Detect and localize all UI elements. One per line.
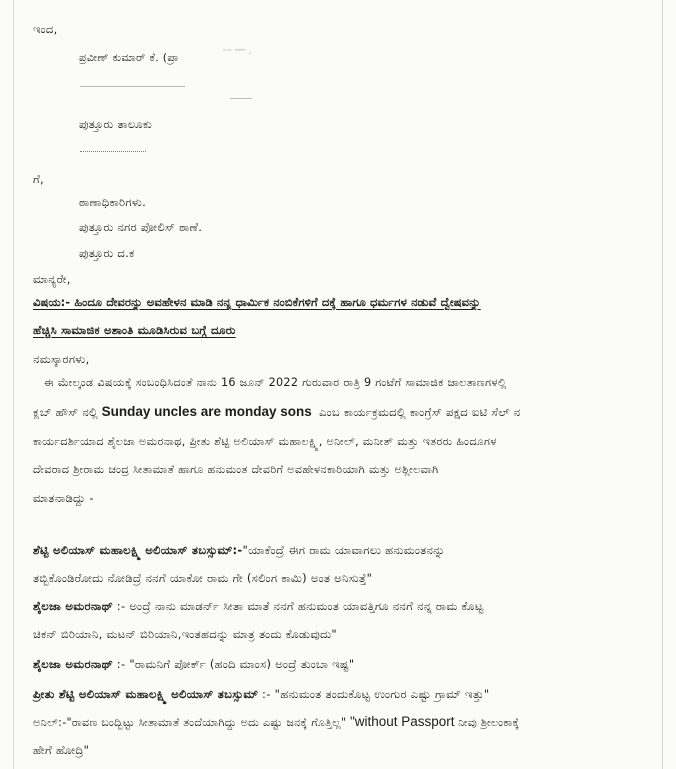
quote-5-english: "without Passport [349, 714, 455, 729]
quote-3 [33, 656, 354, 672]
blank-pin-line [80, 151, 146, 152]
quote-5 [33, 714, 519, 731]
quote-1-text: "ಯಾಕೆಂದ್ರೆ ಈಗ ರಾಮ ಯಾವಾಗಲು ಹನುಮಂತನನ್ನು [242, 543, 446, 557]
blank-address-line [80, 86, 185, 87]
quote-5-text: "ರಾವಣ ಬಂದ್ಬಿಟ್ಟು ಸೀತಾಮಾತೆ ತಂದೆಯಾಗಿದ್ದು ಅದು ಎಷ್ಟು ಜನಕ್ಕೆ ಗೊತ್ತಿಲ್ಲ" [66, 716, 347, 729]
quote-3-text: :- "ರಾಮನಿಗೆ ಪೋರ್ಕ್ (ಹಂದಿ ಮಾಂಸ) ಅಂದ್ರೆ ತುಂಬಾ ಇಷ್ಟ" [116, 657, 355, 671]
subject-line-2: ಹೆಚ್ಚಿಸಿ ಸಾಮಾಜಿಕ ಅಶಾಂತಿ ಮೂಡಿಸಿರುವ ಬಗ್ಗೆ ದೂರು [33, 324, 236, 337]
quote-1-continuation: ತಬ್ಬಿಕೊಂಡಿರೋದು ನೋಡಿದ್ರೆ ನನಗೆ ಯಾಕೋ ರಾಮ ಗೇ (ಸಲಿಂಗ ಕಾಮಿ) ಅಂತ ಅನಿಸುತ್ತೆ" [33, 571, 373, 585]
quote-3-speaker: ಶೈಲಜಾ ಅಮರನಾಥ್ [33, 657, 114, 671]
quote-4-text: :- "ಹನುಮಂತ ತಂದುಕೊಟ್ಟ ಉಂಗುರ ಎಷ್ಟು ಗ್ರಾಮ್ ಇತ್ತು" [262, 687, 490, 701]
recipient-line-2: ಪುತ್ತೂರು ನಗರ ಪೋಲಿಸ್ ಠಾಣೆ. [79, 220, 203, 234]
recipient-line-3: ಪುತ್ತೂರು ದ.ಕ [79, 246, 135, 260]
program-title: Sunday uncles are monday sons [101, 404, 312, 419]
blank-address-mark [230, 98, 252, 99]
body-line-4: ದೇವರಾದ ಶ್ರೀರಾಮ ಚಂದ್ರ ಸೀತಾಮಾತೆ ಹಾಗೂ ಹನುಮಂತ ದೇವರಿಗೆ ಅವಹೇಳನಕಾರಿಯಾಗಿ ಮತ್ತು ಅಶ್ಲೀಲವಾಗಿ [33, 463, 439, 476]
quote-2-text: :- ಅಂದ್ರೆ ನಾನು ಮಾಡರ್ನ್ ಸೀತಾ ಮಾತೆ ನನಗೆ ಹನುಮಂತ ಯಾವತ್ತಿಗೂ ನನಗೆ ನನ್ನ ರಾಮ ಕೊಟ್ಟ [116, 599, 484, 613]
salutation: ಮಾನ್ಯರೇ, [33, 272, 71, 286]
quote-5-text-after: ನೀವು ಶ್ರೀಲಂಕಾಕ್ಕೆ [458, 716, 520, 729]
quote-1-speaker: ಶೆಟ್ಟಿ ಅಲಿಯಾಸ್ ಮಹಾಲಕ್ಷ್ಮಿ ಅಲಿಯಾಸ್ ತಬಸ್ಸುಮ್:- [33, 543, 243, 557]
quote-5-continuation: ಹೇಗೆ ಹೋದ್ರಿ" [33, 743, 90, 757]
body-line-5: ಮಾತನಾಡಿದ್ದು - [33, 491, 94, 505]
from-heading: ಇಂದ, [33, 22, 58, 36]
body-line-1: ಈ ಮೇಲ್ಕಂಡ ವಿಷಯಕ್ಕೆ ಸಂಬಂಧಿಸಿದಂತೆ ನಾನು 16 ಜೂನ್ 2022 ಗುರುವಾರ ರಾತ್ರಿ 9 ಗಂಟೆಗೆ ಸಾಮಾಜಿಕ ಜಾಲತಾಣಗಳಲ್ಲಿ [44, 376, 507, 389]
page-left-edge [13, 0, 14, 769]
quote-5-speaker: ಅನಿಲ್:- [33, 716, 67, 729]
quote-1 [33, 542, 445, 558]
greeting: ನಮಸ್ಕಾರಗಳು, [33, 352, 90, 366]
quote-4-speaker: ಪ್ರೀತು ಶೆಟ್ಟಿ ಅಲಿಯಾಸ್ ಮಹಾಲಕ್ಷ್ಮಿ ಅಲಿಯಾಸ್ ತಬಸ್ಸುಮ್ [33, 687, 259, 701]
quote-2-speaker: ಶೈಲಜಾ ಅಮರನಾಥ್ [33, 599, 114, 613]
body-line-2-post: ಎಂಬ ಕಾರ್ಯಕ್ರಮದಲ್ಲಿ ಕಾಂಗ್ರೆಸ್ ಪಕ್ಷದ ಐಟಿ ಸೆಲ್ ನ [319, 405, 521, 419]
sender-name: ಪ್ರವೀಣ್ ಕುಮಾರ್ ಕೆ. (ಪ್ರಾ [79, 51, 180, 64]
quote-2-continuation: ಚಿಕನ್ ಬಿರಿಯಾನಿ, ಮಟನ್ ಬಿರಿಯಾನಿ,ಇಂತಹದನ್ನು ಮಾತ್ರ ತಂದು ಕೊಡುವುದು" [33, 627, 337, 641]
page-right-edge [662, 0, 663, 769]
quote-2 [33, 598, 483, 614]
body-line-2 [33, 404, 520, 420]
recipient-line-1: ಠಾಣಾಧಿಕಾರಿಗಳು. [79, 195, 147, 209]
body-line-2-pre: ಕ್ಲಬ್ ಹೌಸ್ ನಲ್ಲಿ [33, 405, 99, 419]
quote-4 [33, 686, 489, 702]
smudged-text: ˜˜ ‾‾ · [222, 49, 252, 60]
body-line-3: ಕಾರ್ಯದರ್ಶಿಯಾದ ಶೈಲಜಾ ಅಮರನಾಥ, ಪ್ರೀತು ಶೆಟ್ಟಿ ಅಲಿಯಾಸ್ ಮಹಾಲಕ್ಷ್ಮಿ, ಅನೀಲ್, ಮನೀತ್ ಮತ್ತು ಇತರರು ಹಿಂದೂಗಳ [33, 435, 497, 448]
subject-line-1: ವಿಷಯ:- ಹಿಂದೂ ದೇವರನ್ನು ಅವಹೇಳನ ಮಾಡಿ ನನ್ನ ಧಾರ್ಮಿಕ ನಂಬಿಕೆಗಳಿಗೆ ದಕ್ಕೆ ಹಾಗೂ ಧರ್ಮಗಳ ನಡುವೆ ದ್ವೇಷವನ್ನು [33, 296, 481, 309]
to-heading: ಗೆ, [33, 172, 44, 186]
sender-taluk: ಪುತ್ತೂರು ತಾಲೂಕು [79, 117, 153, 131]
